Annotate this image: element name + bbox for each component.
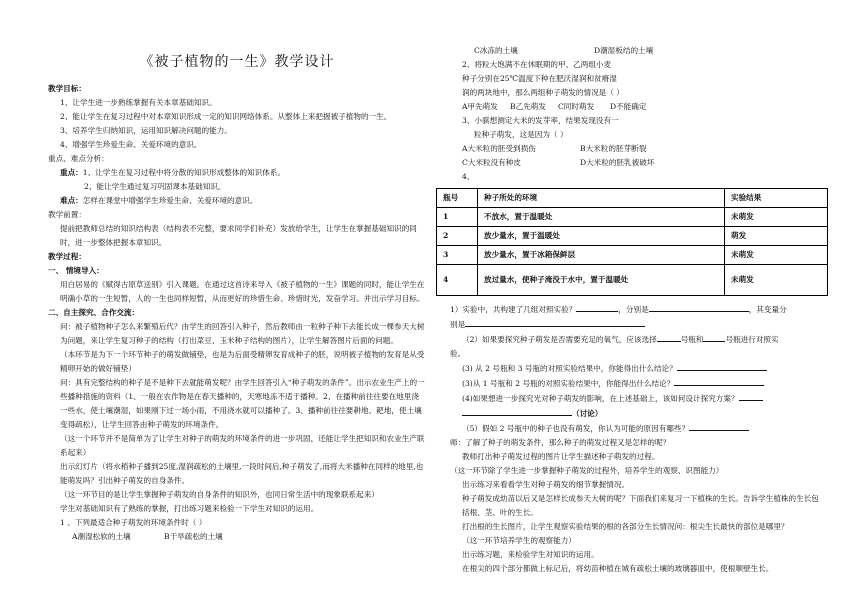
paragraph: 出示练习来看看学生对种子萌发的细节掌握情况。: [462, 480, 630, 489]
objectives-heading: 教学目标：: [48, 84, 86, 93]
discussion-label: （讨论）: [572, 409, 603, 418]
prep-text: 提前把教师总结的知识结构表（结构表不完整，要求同学们补充）发放给学生，让学生在掌握基础知识的同时，进一步整体把握本章知识。: [60, 224, 417, 247]
paragraph: 在根尖的四个部分都做上标记后，将幼苗种植在城有疏松土壤的玻璃器皿中，使根顺壁生长。: [462, 564, 774, 573]
paragraph: 打出根的生长图片，让学生观察实验结果的根的各部分生长情况问：根尖生长最快的部位是哪里？: [462, 522, 789, 531]
section-1-heading: 一、 情境导入：: [48, 266, 104, 275]
subquestion-1-end: 别是: [450, 320, 466, 329]
objective-item: 4、增强学生珍爱生命、关爱环境的意识。: [60, 140, 202, 149]
section-2-paragraph: 学生对基础知识有了熟练的掌握，打出练习题来检验一下学生对知识的运用。: [60, 504, 319, 513]
question-3-option-b: B大米粒的胚芽断裂: [580, 144, 647, 153]
table-row: [437, 246, 828, 265]
answer-blank[interactable]: [689, 421, 749, 431]
key-point: 1、让学生在复习过程中将分散的知识形成整体的知识体系。: [82, 168, 286, 177]
table-cell: 2: [437, 227, 478, 246]
keypoints-heading: 重点、难点分析：: [48, 154, 109, 163]
question-2-option-b: B乙先萌发: [510, 102, 546, 111]
question-3-line: 3、小骐想测定大米的发芽率，结果发现没有一: [462, 116, 619, 125]
question-3-option-a: A大米粒的胚受到损伤: [462, 144, 536, 153]
question-1-option-b: B干旱疏松的土壤: [164, 532, 223, 541]
table-header: 实验结果: [725, 189, 828, 208]
subquestion-2-mid: 号瓶和: [680, 335, 704, 344]
question-1: 1 、下列最适合种子萌发的环境条件时（ ）: [60, 518, 207, 527]
difficulty-label: 难点：: [60, 196, 83, 205]
answer-blank[interactable]: [657, 332, 681, 342]
table-cell: 1: [437, 208, 478, 227]
subquestion-1-mid: ，分别是: [618, 305, 649, 314]
prep-heading: 教学前置：: [48, 210, 86, 219]
key-point: 2、能让学生通过复习巩固课本基础知识。: [84, 182, 226, 191]
experiment-table: [436, 188, 828, 296]
document-title: 《被子植物的一生》教学设计: [139, 54, 335, 70]
section-2-paragraph: （这一环节目的是让学生掌握种子萌发的自身条件的知识外，也同日常生活中的现象联系起来）: [60, 490, 379, 499]
table-header: 种子所处的环境: [478, 189, 725, 208]
answer-blank[interactable]: [465, 317, 645, 327]
subquestion-2-tail: 号瓶进行对照实: [725, 335, 779, 344]
table-cell: 不放水，置于温暖处: [478, 208, 725, 227]
section-2-paragraph: 问：被子植物种子怎么来繁殖后代？由学生的回答引入种子，然后教师由一粒种子种下去能长成一棵参天大树为问题，来让学生复习种子的结构（打出菜豆、玉米种子结构的图片），让学生解答图片后面的问题。: [60, 322, 425, 345]
question-2-option-c: C同时萌发: [558, 102, 595, 111]
question-1-option-d: D潮湿板结的土壤: [594, 46, 654, 55]
answer-blank[interactable]: [462, 406, 572, 416]
left-column: [48, 0, 426, 544]
question-2-line: 2、将粒大饱满不在休眠期的甲、乙两组小麦: [462, 60, 612, 69]
key-label: 重点：: [60, 168, 83, 177]
answer-blank[interactable]: [649, 302, 749, 312]
section-2-paragraph: 问：具有完整结构的种子是不是种下去就能萌发呢？由学生回答引入“种子萌发的条件”。出示农业生产上的一些播种措施的资料（1、一般在农作物是在春天播种的，天寒地冻不适于播种。2、在播种前往往要在地里浇一些水，使土壤潮湿，如果刚下过一场小雨，不用浇水就可以播种了。3、播种前往往要耕地、耙地，使土壤变得疏松），让学生回答由种子萌发的环境条件。: [60, 378, 425, 429]
subquestion-6: （5）假如 2 号瓶中的种子也没有萌发，你认为可能的原因有哪些？: [462, 424, 690, 433]
answer-blank[interactable]: [703, 332, 725, 342]
question-4-label: 4、: [462, 172, 475, 181]
table-cell: 未萌发: [725, 208, 828, 227]
objective-item: 3、培养学生归纳知识，运用知识解决问题的能力。: [60, 126, 232, 135]
table-header: 瓶号: [437, 189, 478, 208]
objective-item: 1、让学生进一步熟练掌握有关本章基础知识。: [60, 98, 217, 107]
question-1-option-a: A潮湿松软的土壤: [72, 532, 131, 541]
section-1-body: 用白居易的《赋得古原草送别》引入课题。在通过这首诗来导入《被子植物的一生》课题的同时，能让学生在明确小草的一生短暂，人的一生也同样短暂，从而更好的珍惜生命、珍惜时光，发奋学习。并出示学习目标。: [60, 280, 425, 303]
subquestion-4: (3)从 1 号瓶和 2 号瓶的对照实验结果中，你能得出什么结论？: [462, 379, 675, 388]
table-row: [437, 208, 828, 227]
table-cell: 未萌发: [725, 265, 828, 296]
subquestion-2-end: 验。: [450, 349, 466, 358]
answer-blank[interactable]: [674, 376, 764, 386]
subquestion-1-tail: ，其变量分: [748, 305, 787, 314]
difficulty-text: 怎样在课堂中增强学生珍爱生命、关爱环境的意识。: [82, 196, 258, 205]
question-2-option-d: D不能确定: [610, 102, 647, 111]
note-line: （这一环节除了学生进一步掌握种子萌发的过程外，培养学生的观察、识图能力）: [450, 466, 724, 475]
section-2-paragraph: （这一个环节并不是简单为了让学生对种子的萌发的环境条件的进一步巩固，还能让学生把知识和农业生产联系起来）: [60, 434, 425, 457]
table-cell: 未萌发: [725, 246, 828, 265]
subquestion-2: （2）如果要探究种子萌发是否需要充足的氧气，应该选择: [462, 335, 657, 344]
teacher-line: 师：了解了种子的萌发条件，那么种子的萌发过程又是怎样的呢？: [450, 438, 671, 447]
table-cell: 萌发: [725, 227, 828, 246]
section-2-paragraph: 出示幻灯片（将水稻种子播到25度,湿润疏松的土壤里,一段时间后,种子萌发了,而将大米播种在同样的地里,也能萌发吗？引出种子萌发的自身条件。: [60, 462, 424, 485]
table-header-row: [437, 189, 828, 208]
question-3-option-d: D大米粒的胚乳被破坏: [580, 158, 655, 167]
table-cell: 放少量水，置于冰箱保鲜层: [478, 246, 725, 265]
paragraph: 种子萌发成幼苗以后又是怎样长成参天大树的呢？下面我们来复习一下植株的生长。告诉学生植株的生长包括根、茎、叶的生长。: [462, 494, 819, 517]
table-cell: 4: [437, 265, 478, 296]
teacher-line: 教师打出种子萌发过程的图片让学生描述种子萌发的过程。: [462, 452, 660, 461]
objective-item: 2、能让学生在复习过程中对本章知识形成一定的知识网络体系。从整体上来把握被子植物的一生。: [60, 112, 392, 121]
subquestion-5: (4)如果想进一步探究光对种子萌发的影响，在上述基础上，该如何设计探究方案？: [462, 394, 739, 403]
question-2-line: 种子分别在25℃温度下种在肥沃湿润和贫瘠湿: [462, 74, 617, 83]
question-2-line: 润的两块地中，那么两组种子萌发的情况是（ ）: [462, 88, 624, 97]
table-row: [437, 265, 828, 296]
table-cell: 3: [437, 246, 478, 265]
note-line: （这一环节培养学生的观察能力）: [462, 536, 576, 545]
section-2-paragraph: （本环节是为下一个环节种子的萌发做铺垫，也是为后面受精卵发育成种子的胚，说明被子植物的发育是从受精卵开始的做好铺垫）: [60, 350, 425, 373]
paragraph: 出示练习题，来检验学生对知识的运用。: [462, 550, 599, 559]
table-cell: 放过量水，使种子淹没于水中，置于温暖处: [478, 265, 725, 296]
answer-blank[interactable]: [677, 361, 767, 371]
subquestion-1: 1）实验中，共构建了几组对照实验？: [450, 305, 577, 314]
question-3-option-c: C大米粒没有种皮: [462, 158, 521, 167]
subquestion-3: (3) 从 2 号瓶和 3 号瓶的对照实验结果中，你能得出什么结论？: [462, 364, 677, 373]
process-heading: 教学过程：: [48, 252, 86, 261]
question-1-option-c: C冰冻的土壤: [474, 46, 518, 55]
table-row: [437, 227, 828, 246]
answer-blank[interactable]: [739, 391, 763, 401]
question-2-option-a: A甲先萌发: [462, 102, 498, 111]
section-2-heading: 二、自主探究、合作交流：: [48, 308, 140, 317]
right-column: [443, 0, 822, 576]
answer-blank[interactable]: [576, 302, 618, 312]
table-cell: 放少量水，置于温暖处: [478, 227, 725, 246]
question-3-line: 粒种子萌发，这是因为（ ）: [474, 130, 568, 139]
